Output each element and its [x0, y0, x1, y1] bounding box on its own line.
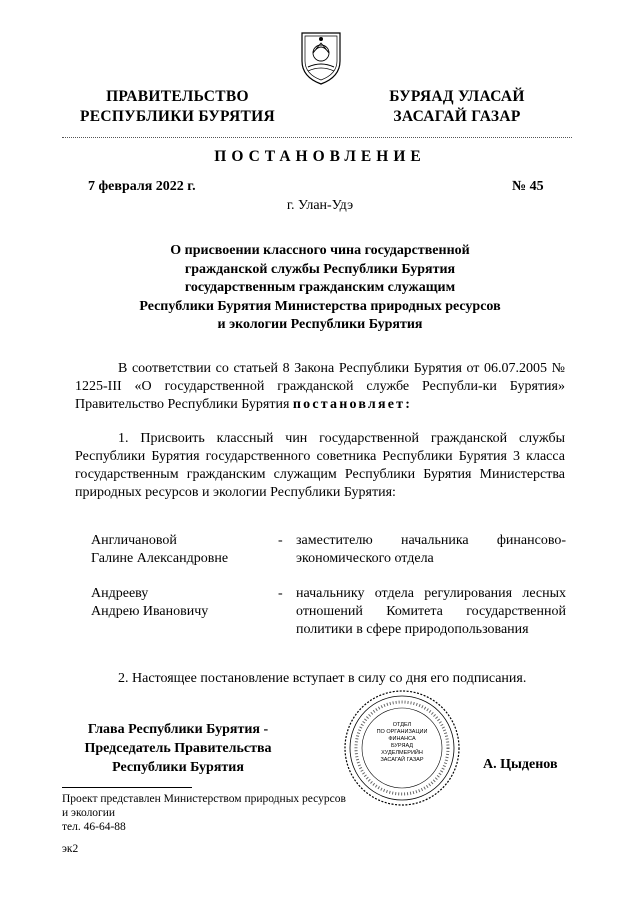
recipient-given-names: Андрею Ивановичу — [91, 604, 209, 619]
gov-left-line2: РЕСПУБЛИКИ БУРЯТИЯ — [79, 108, 276, 125]
gov-right-line2: ЗАСАГАЙ ГАЗАР — [393, 108, 521, 125]
document-date: 7 февраля 2022 г. — [88, 179, 196, 194]
buryatia-coat-of-arms-icon — [296, 27, 346, 87]
footer-line: Проект представлен Министерством природных ресурсов — [62, 793, 346, 805]
footer-phone: тел. 46-64-88 — [62, 821, 126, 833]
stamp-text: ЗАСАГАЙ ГАЗАР — [380, 757, 424, 763]
document-number: № 45 — [512, 179, 544, 194]
recipient-1-position: заместителю начальника финансово-экономического отдела — [296, 533, 566, 566]
government-name-buryat — [362, 87, 552, 127]
signatory-title-line: Председатель Правительства — [84, 741, 272, 756]
title-line: О присвоении классного чина государственной — [170, 243, 470, 258]
signatory-name: А. Цыденов — [483, 757, 558, 772]
gov-right-line1: БУРЯАД УЛАСАЙ — [389, 88, 525, 105]
stamp-text: ХУДЕЛМЕРИЙН — [381, 750, 423, 756]
recipient-given-names: Галине Александровне — [91, 551, 229, 566]
clause-1-paragraph: 1. Присвоить классный чин государственной гражданской службы Республики Бурятия государственного советника Республики Бурятия 3 класса государственным гражданским служащим Республики Бурятия Министерства природных ресурсов и экологии Республики Бурятия: — [75, 431, 565, 500]
title-line: Республики Бурятия Министерства природных ресурсов — [139, 298, 501, 314]
footer-divider — [62, 787, 192, 788]
signatory-title-line: Глава Республики Бурятия - — [87, 722, 269, 737]
stamp-text: ОТДЕЛ — [392, 722, 412, 728]
signatory-title-line: Республики Бурятия — [112, 760, 244, 775]
official-round-stamp-icon — [342, 688, 462, 808]
document-index: эк2 — [62, 843, 79, 855]
stamp-text: БУРЯАД — [390, 743, 414, 749]
decree-keyword: постановляет: — [292, 397, 413, 412]
recipient-surname: Андрееву — [91, 586, 149, 601]
document-city: г. Улан-Удэ — [286, 198, 354, 213]
gov-left-line1: ПРАВИТЕЛЬСТВО — [106, 88, 249, 105]
document-title — [100, 242, 540, 335]
title-line: и экологии Республики Бурятия — [217, 317, 423, 332]
clause-2-paragraph: 2. Настоящее постановление вступает в силу со дня его подписания. — [118, 671, 527, 686]
footer-note — [62, 792, 442, 834]
recipient-1-name — [91, 532, 271, 568]
header-divider — [62, 137, 572, 138]
recipient-2-position: начальнику отдела регулирования лесных отношений Комитета государственной политики в сфере природопользования — [296, 586, 566, 637]
stamp-text: ФИНАНСА — [388, 736, 416, 742]
footer-line: и экологии — [62, 807, 116, 819]
recipient-2-name — [91, 585, 271, 621]
document-type: ПОСТАНОВЛЕНИЕ — [214, 148, 426, 165]
title-line: государственным гражданским служащим — [184, 280, 456, 295]
stamp-text: ПО ОРГАНИЗАЦИИ — [376, 729, 428, 735]
signatory-title — [62, 720, 294, 777]
government-name-russian — [70, 87, 285, 127]
recipient-surname: Англичановой — [91, 533, 177, 548]
recipient-1-dash: - — [278, 533, 283, 548]
preamble-paragraph — [75, 360, 565, 414]
title-line: гражданской службы Республики Бурятия — [184, 261, 456, 277]
recipient-2-dash: - — [278, 586, 283, 601]
preamble-text: В соответствии со статьей 8 Закона Республики Бурятия от 06.07.2005 № 1225-III «О государственной гражданской службе Республи-ки Бурятия» Правительство Республики Бурятия — [75, 361, 565, 412]
